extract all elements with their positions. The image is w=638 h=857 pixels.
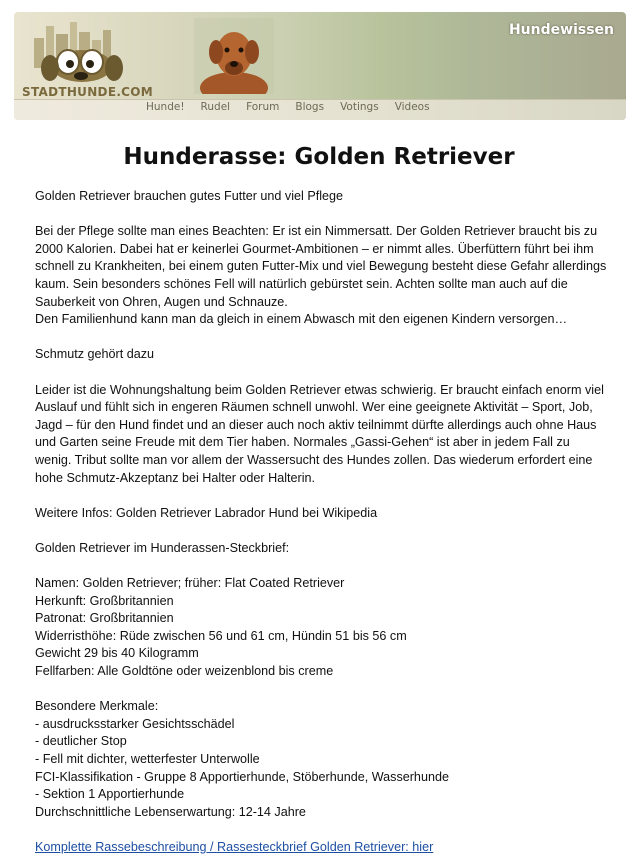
intro-heading: Golden Retriever brauchen gutes Futter und viel Pflege	[35, 189, 344, 203]
profile-line: Herkunft: Großbritannien	[35, 593, 174, 608]
profile-line: Fellfarben: Alle Goldtöne oder weizenblond bis creme	[35, 664, 334, 679]
page-title: Hunderasse: Golden Retriever	[123, 144, 515, 170]
dog-photo	[194, 18, 274, 94]
nav-item-videos[interactable]: Videos	[394, 101, 430, 113]
features-heading: Besondere Merkmale:	[35, 699, 159, 714]
nav-item-hunde[interactable]: Hunde!	[146, 101, 185, 113]
feature-line: - ausdrucksstarker Gesichtsschädel	[35, 716, 235, 731]
profile-line: Widerristhöhe: Rüde zwischen 56 und 61 cm, Hündin 51 bis 56 cm	[35, 628, 407, 643]
nav-item-votings[interactable]: Votings	[340, 101, 379, 113]
nav-item-rudel[interactable]: Rudel	[200, 101, 231, 113]
profile-heading: Golden Retriever im Hunderassen-Steckbrief:	[35, 540, 290, 555]
care-paragraph: Bei der Pflege sollte man eines Beachten: Er ist ein Nimmersatt. Der Golden Retriever braucht bis zu 2000 Kalorien. Dabei hat er keinerlei Gourmet-Ambitionen – er nimmt alles. Überfüttern führt bei ihm schnell zu Krankheiten, bei einem guten Futter-Mix und viel Bewegung besteht diese Gefahr allerdings kaum. Sein besonders schönes Fell will natürlich gebürstet sein. Achten sollte man auch auf die Sauberkeit von Ohren, Augen und Schnauze.	[35, 224, 607, 309]
section-title: Hundewissen	[508, 22, 614, 38]
main-nav	[146, 101, 430, 113]
full-breed-description-link[interactable]: Komplette Rassebeschreibung / Rassesteckbrief Golden Retriever: hier	[35, 839, 434, 854]
feature-line: Durchschnittliche Lebenserwartung: 12-14 Jahre	[35, 804, 306, 819]
more-info-line: Weitere Infos: Golden Retriever Labrador Hund bei Wikipedia	[35, 505, 378, 520]
profile-line: Namen: Golden Retriever; früher: Flat Coated Retriever	[35, 576, 345, 591]
site-banner	[14, 12, 626, 120]
stadthunde-logo-icon[interactable]	[20, 16, 140, 88]
dirt-heading: Schmutz gehört dazu	[35, 347, 155, 362]
feature-line: - Fell mit dichter, wetterfester Unterwolle	[35, 752, 260, 766]
feature-line: FCI-Klassifikation - Gruppe 8 Apportierhunde, Stöberhunde, Wasserhunde	[35, 769, 449, 784]
dirt-paragraph: Leider ist die Wohnungshaltung beim Golden Retriever etwas schwierig. Er braucht einfach enorm viel Auslauf und fühlt sich in engeren Räumen schnell unwohl. Wer eine geeignete Aktivität – Sport, Job, Jagd – für den Hund findet und an dieser auch noch aktiv teilnimmt dürfte allerdings auch ohne Haus und Garten seine Freude mit dem Tier haben. Normales „Gassi-Gehen“ ist aber in jedem Fall zu wenig. Tribut sollte man vor allem der Wassersucht des Hundes zollen. Das wiederum erfordert eine hohe Schmutz-Akzeptanz bei Halter oder Halterin.	[35, 382, 604, 485]
feature-line: - deutlicher Stop	[35, 734, 127, 749]
profile-line: Gewicht 29 bis 40 Kilogramm	[35, 646, 199, 661]
logo-main-text[interactable]: STADTHUNDE.COM	[22, 85, 154, 99]
family-line: Den Familienhund kann man da gleich in einem Abwasch mit den eigenen Kindern versorgen…	[35, 312, 568, 327]
profile-line: Patronat: Großbritannien	[35, 611, 174, 626]
nav-item-blogs[interactable]: Blogs	[295, 101, 325, 113]
feature-line: - Sektion 1 Apportierhunde	[35, 787, 185, 802]
nav-item-forum[interactable]: Forum	[246, 101, 280, 113]
article-body	[35, 188, 609, 857]
